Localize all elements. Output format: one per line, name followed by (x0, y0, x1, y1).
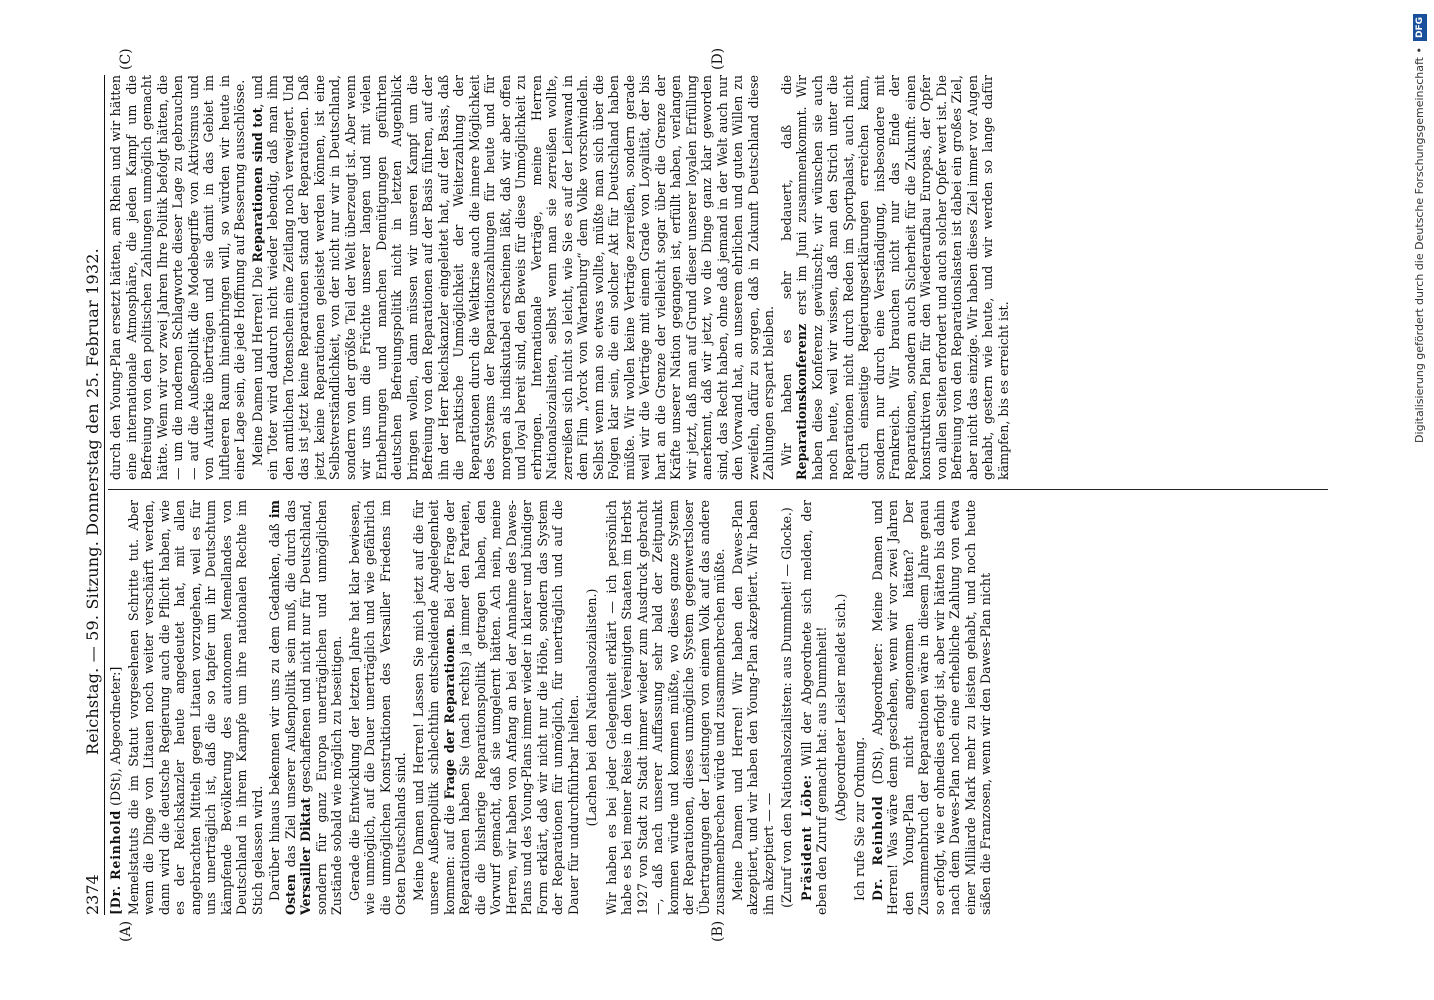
text-run: Meine Damen und Herren! Lassen Sie mich jetzt auf die für unsere Außenpolitik schlechthin entscheidende Angelegenheit kommen: auf die (410, 500, 457, 915)
speaker-name: Präsident Löbe: (798, 774, 814, 901)
paragraph (799, 500, 830, 915)
credit-text: Digitalisierung gefördert durch die Deutsche Forschungsgemeinschaft • (1413, 47, 1426, 443)
speaker-name: Dr. Reinhold (869, 795, 885, 901)
paragraph: Ich rufe Sie zur Ordnung. (852, 736, 867, 901)
text-run: erst im Juni zusammenkommt. Wir haben diese Konferenz gewünscht; wir wünschen sie auch noch heute, weil wir wissen, daß man den Strich unter die Reparationen nicht durch Reden im Sportpalast, auch nicht durch einseitige Regierungserklärungen erreichen kann, sondern nur durch eine Verständigung, insbesondere mit Frankreich. Wir brauchen nicht nur das Ende der Reparationen, sondern auch Sicherheit für die Zukunft: einen konstruktiven Plan für den Wiederaufbau Europas, der Opfer von allen Seiten erfordert und auch solcher Opfer wert ist. Die Befreiung von den Reparationslasten ist dabei ein großes Ziel, aber nicht das einzige. Wir haben dieses Ziel immer vor Augen gehabt, gestern wie heute, und wir werden so lange dafür kämpfen, bis es erreicht ist. (794, 75, 1011, 480)
margin-mark-c: (C) (118, 48, 134, 70)
text-run: Wir haben es sehr bedauert, daß die (778, 75, 794, 466)
column-divider (108, 489, 1328, 490)
right-column (108, 75, 1328, 480)
emphasis-text: Versailler Diktat (298, 797, 313, 915)
paragraph (108, 500, 124, 915)
page-title: Reichstag. — 59. Sitzung. Donnerstag den 25. Februar 1932. (83, 248, 102, 755)
interjection: (Zuruf von den Nationalsozialisten: aus Dummheit! — Glocke.) (779, 507, 794, 908)
text-run: (DSt), Abgeordneter: Meine Damen und Herren! Was wäre denn geschehen, wenn wir vor zwei Jahren den Young-Plan nicht angenommen hätten? Der Zusammenbruch der Reparationen wäre in diesem Jahre genau so erfolgt, wie er ohnedies erfolgt ist, aber wir hätten bis dahin nach dem Dawes-Plan noch eine erhebliche Zahlung von etwa einer Milliarde Mark mehr zu leisten gehabt, und noch heute säßen die Franzosen, wenn wir den Dawes-Plan nicht (869, 500, 993, 915)
paragraph: Meine Damen und Herren! Wir haben den Dawes-Plan akzeptiert, und wir haben den Young-Plan akzeptiert. Wir haben ihn akzeptiert — — (729, 500, 776, 915)
interjection: (Abgeordneter Leisler meldet sich.) (832, 593, 848, 822)
paragraph: durch den Young-Plan ersetzt hätten, am Rhein und wir hätten eine internationale Atmosphäre, die jeden Kampf um die Befreiung von den politischen Zahlungen unmöglich gemacht hätte. Wenn wir vor zwei Jahren Ihre Politik befolgt hätten, die — um die modernen Schlagworte dieser Lage zu gebrauchen — auf die Außenpolitik die Modebegriffe von Aktivismus und von Autarkie überträgen und sie damit in das Gebiet im luftleeren Raum hineinbringen will, so würden wir heute in einer Lage sein, die jede Hoffnung auf Besserung ausschlösse. (108, 75, 247, 480)
interjection: (Lachen bei den Nationalsozialisten.) (584, 588, 599, 827)
paragraph: Wir haben es bei jeder Gelegenheit erklärt — ich persönlich habe es bei meiner Reise in den Vereinigten Staaten im Herbst 1927 von Stadt zu Stadt immer wieder zum Ausdruck gebracht —, daß nach unserer Auffassung sehr bald der Zeitpunkt kommen würde und kommen müßte, wo dieses ganze System der Reparationen, dieses unmögliche System gegenwertsloser Übertragungen der Leistungen von einem Volk auf das andere zusammenbrechen würde und zusammenbrechen müßte. (603, 500, 727, 915)
text-run: Will der Abgeordnete sich melden, der eben den Zuruf gemacht hat: aus Dummheit! (798, 500, 829, 915)
left-column (108, 500, 1328, 915)
emphasis-text: Reparationskonferenz (794, 323, 809, 480)
margin-mark-a: (A) (118, 920, 134, 942)
digitization-credit (1410, 14, 1430, 974)
text-run: Meine Damen und Herren! Die (249, 262, 265, 466)
emphasis-text: im Osten (267, 500, 298, 915)
page-number: 2374 (83, 874, 102, 915)
margin-mark-d: (D) (710, 47, 726, 70)
text-run: Darüber hinaus bekennen wir uns zu dem Gedanken, daß (267, 518, 282, 901)
paragraph (870, 500, 994, 915)
text-run: geschaffenen und nicht nur für Deutschland, sondern für ganz Europa unerträglichen und unmöglichen Zustände sobald wie möglich zu beseitigen. (298, 500, 344, 915)
emphasis-text: Frage der Reparationen (441, 628, 457, 800)
emphasis-text: Reparationen sind tot (249, 107, 265, 263)
text-run: . Bei der Frage der Reparationen haben Sie (nach rechts) ja immer den Parteien, die die bisherige Reparationspolitik getragen haben, den Vorwurf gemacht, daß sie umgelernt hätten. Ach nein, meine Herren, wir haben von Anfang an bei der Annahme des Dawes-Plans und des Young-Plans immer wieder in klarer und bündiger Form erklärt, daß wir nicht nur die Höhe, sondern das System der Reparationen für unmöglich, für unerträglich und auf die Dauer für undurchführbar hielten. (441, 500, 581, 915)
speaker-name: [Dr. Reinhold (108, 809, 123, 915)
margin-mark-b: (B) (710, 920, 726, 942)
paragraph (267, 500, 345, 915)
paragraph: Gerade die Entwicklung der letzten Jahre hat klar bewiesen, wie unmöglich, auf die Dauer unerträglich und wie gefährlich die unmöglichen Konstruktionen des Versailler Friedens im Osten Deutschlands sind. (346, 500, 408, 915)
paragraph (779, 75, 1012, 480)
speaker-role: (DSt), Abgeordneter:] (108, 666, 123, 810)
text-run: das Ziel unserer Außenpolitik sein muß, die durch das (282, 500, 298, 874)
paragraph: Memelstatuts die im Statut vorgesehenen Schritte tut. Aber wenn die Dinge von Litauen noch weiter verschärft werden, dann wird die deutsche Regierung auch die Pflicht haben, wie es der Reichskanzler heute angedeutet hat, mit allen angebrachten Mitteln gegen Litauen vorzugehen, weil es für uns unerträglich ist, daß die so tapfer um ihr Deutschtum kämpfende Bevölkerung des autonomen Memellandes von Deutschland in ihrem Kampfe um ihre nationalen Rechte im Stich gelassen wird. (125, 500, 265, 915)
text-run: , und ein Toter wird dadurch nicht wieder lebendig, daß man ihm den amtlichen Totenschein eine Zeitlang noch verweigert. Und das ist jetzt keine Reparationen stand der Reparationen. Daß jetzt keine Reparationen geleistet werden können, ist eine Selbstverständlichkeit, von der nicht nur wir in Deutschland, sondern von der größte Teil der Welt überzeugt ist. Aber wenn wir uns um die Früchte unserer langen und mit vielen Entbehrungen und manchen Demütigungen geführten deutschen Befreiungspolitik nicht in letzten Augenblick bringen wollen, dann müssen wir unseren Kampf um die Befreiung von den Reparationen auf der Basis führen, auf der ihn der Herr Reichskanzler eingeleitet hat, auf der Basis, daß die praktische Unmöglichkeit der Weiterzahlung der Reparationen durch die Weltkrise auch die innere Möglichkeit des Systems der Reparationszahlungen für heute und für morgen als indiskutabel erscheinen läßt, daß wir aber offen und loyal bereit sind, den Beweis für diese Unmöglichkeit zu erbringen. Internationale Verträge, meine Herren Nationalsozialisten, selbst wenn man sie zerreißen wollte, zerreißen sich nicht so leicht, wie Sie es auf der Leinwand in dem Film „Yorck von Wartenburg“ dem Volke vorschwindeln. Selbst wenn man so etwas wollte, müßte man sich über die Folgen klar sein, die ein solcher Akt für Deutschland haben müßte. Wir wollen keine Verträge zerreißen, sondern gerade weil wir die Verträge mit einem Grade von Loyalität, der bis hart an die Grenze der vielleicht sogar über die Grenze der Kräfte unserer Nation gegangen ist, erfüllt haben, verlangen wir jetzt, daß man auf Grund dieser unserer loyalen Erfüllung anerkennt, daß wir jetzt, wo die Dinge ganz klar geworden sind, das Recht haben, ohne daß jemand in der Welt auch nur den Vorwand hat, an unserem ehrlichen und guten Willen zu zweifeln, dafür zu sorgen, daß in Zukunft Deutschland diese Zahlungen erspart bleiben. (249, 75, 776, 480)
paragraph (250, 75, 777, 480)
page-header (82, 75, 105, 915)
dfg-logo: DFG (1413, 14, 1427, 41)
paragraph (411, 500, 582, 915)
